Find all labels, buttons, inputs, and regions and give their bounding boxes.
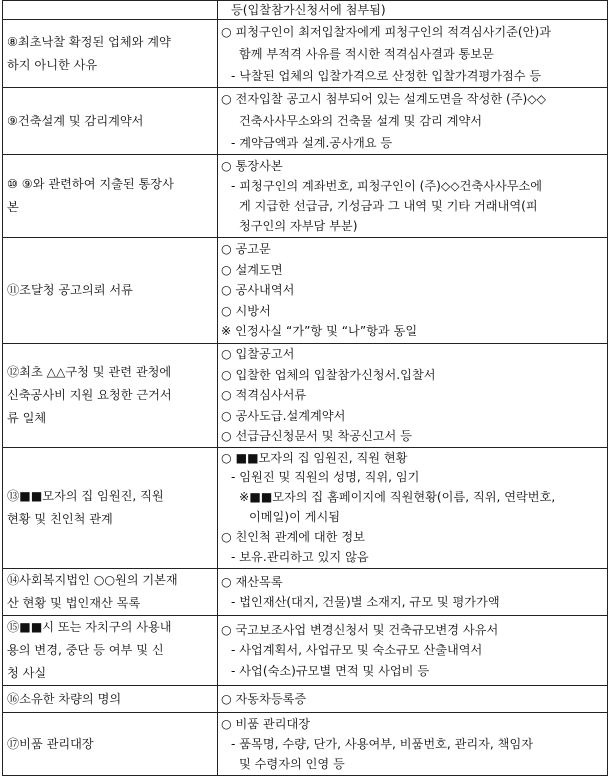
item-label-cell	[3, 448, 218, 569]
item-content-cell	[218, 713, 608, 776]
content-line: ※■■모자의 집 홈페이지에 직원현황(이름, 직위, 연락번호,	[239, 490, 556, 505]
item-content-cell	[218, 238, 608, 344]
label-line: ⑮■■시 또는 자치구의 사용내	[7, 620, 172, 634]
content-line: - 피청구인의 계좌번호, 피청구인이 (주)◇◇건축사사무소에	[231, 179, 543, 193]
content-line: 함께 부적격 사유를 적시한 적격심사결과 통보문	[239, 46, 494, 61]
content-line: ○ 피청구인이 최저입찰자에게 피청구인의 적격심사기준(안)과	[221, 24, 551, 39]
label-line: 본	[7, 200, 19, 214]
content-line: ○ 공사내역서	[221, 283, 295, 298]
table-row	[3, 616, 608, 686]
table-row	[3, 448, 608, 569]
content-line: ○ 입찰공고서	[221, 347, 295, 362]
item-content-cell	[218, 569, 608, 616]
content-line: 및 수령자의 인영 등	[239, 757, 345, 771]
item-content-cell	[218, 20, 608, 88]
label-line: ⑨건축설계 및 감리계약서	[7, 113, 144, 128]
content-line: ○ 입찰한 업체의 입찰참가신청서.입찰서	[221, 367, 436, 382]
item-label-cell	[3, 686, 218, 713]
label-line: 하지 아니한 사유	[7, 57, 98, 72]
content-line: - 품목명, 수량, 단가, 사용여부, 비품번호, 관리자, 책임자	[231, 737, 533, 751]
content-line: ○ 공고문	[221, 242, 271, 257]
content-line: ○ 설계도면	[221, 262, 283, 277]
item-label-cell	[3, 569, 218, 616]
label-line: ⑬■■모자의 집 임원진, 직원	[7, 489, 164, 503]
item-content-cell	[218, 686, 608, 713]
table-row	[3, 20, 608, 88]
content-line: 이메일)이 게시됨	[249, 510, 341, 524]
content-line: - 사업계획서, 사업규모 및 숙소규모 산출내역서	[231, 643, 483, 658]
label-line: ⑫최초 △△구청 및 관련 관청에	[7, 365, 172, 379]
content-line: - 낙찰된 업체의 입찰가격으로 산정한 입찰가격평가점수 등	[231, 68, 542, 83]
label-line: ⑰비품 관리대장	[7, 736, 94, 751]
content-line: - 임원진 및 직원의 성명, 직위, 임기	[231, 470, 420, 485]
label-line: 류 일체	[7, 411, 47, 425]
table-row	[3, 569, 608, 616]
label-line: ⑯소유한 차량의 명의	[7, 691, 122, 706]
content-line: - 계약금액과 설계.공사개요 등	[231, 136, 393, 150]
content-line: - 법인재산(대지, 건물)별 소재지, 규모 및 평가가액	[231, 595, 500, 609]
label-line: 현황 및 친인척 관계	[7, 512, 113, 526]
label-line: 청 사실	[7, 666, 47, 680]
label-line: 용의 변경, 중단 등 여부 및 신	[7, 643, 164, 657]
content-line: ○ 시방서	[221, 303, 271, 318]
content-line: ○ 비품 관리대장	[221, 717, 311, 731]
table-row	[3, 88, 608, 155]
content-line: 건축사사무소와의 건축물 설계 및 감리 계약서	[239, 114, 483, 128]
item-label-cell	[3, 155, 218, 238]
item-label-cell	[3, 616, 218, 686]
content-line: - 보유.관리하고 있지 않음	[231, 549, 369, 564]
content-line: ○ 재산목록	[221, 575, 283, 589]
content-line: 청구인의 자부담 부분)	[239, 219, 358, 233]
content-line: ○ 자동차등록증	[221, 692, 307, 706]
item-content-cell	[218, 448, 608, 569]
item-content-cell	[218, 88, 608, 155]
label-line: 신축공사비 지원 요청한 근거서	[7, 388, 172, 402]
item-label-cell	[3, 713, 218, 776]
item-content-cell	[218, 616, 608, 686]
item-label-cell	[3, 1, 218, 20]
content-line: ○ 국고보조사업 변경신청서 및 건축규모변경 사유서	[221, 622, 499, 637]
table-row	[3, 1, 608, 20]
label-line: ⑪조달청 공고의뢰 서류	[7, 283, 133, 297]
content-line: ○ ■■모자의 집 임원진, 직원 현황	[221, 450, 408, 465]
content-line: ○ 통장사본	[221, 159, 283, 173]
item-label-cell	[3, 88, 218, 155]
content-line: ○ 공사도급.설계계약서	[221, 408, 346, 423]
item-content-cell	[218, 155, 608, 238]
content-line: - 사업(숙소)규모별 면적 및 사업비 등	[231, 663, 430, 678]
item-label-cell	[3, 238, 218, 344]
label-line: ⑧최초낙찰 확정된 업체와 계약	[7, 34, 171, 49]
table-row	[3, 155, 608, 238]
item-label-cell	[3, 344, 218, 448]
label-line: ⑩ ⑨와 관련하여 지출된 통장사	[7, 177, 174, 191]
table-row	[3, 686, 608, 713]
content-line: ○ 선급금신청문서 및 착공신고서 등	[221, 429, 412, 444]
table-row	[3, 238, 608, 344]
content-line: ○ 전자입찰 공고시 첨부되어 있는 설계도면을 작성한 (주)◇◇	[221, 92, 547, 106]
content-line: 게 지급한 선급금, 기성금과 그 내역 및 기타 거래내역(피	[239, 199, 538, 213]
item-label-cell	[3, 20, 218, 88]
label-line: 산 현황 및 법인재산 목록	[7, 596, 141, 610]
content-line: ○ 친인척 관계에 대한 정보	[221, 529, 365, 544]
table-row	[3, 713, 608, 776]
content-line: ※ 인정사실 “가”항 및 “나”항과 동일	[221, 324, 418, 339]
item-content-cell	[218, 344, 608, 448]
table-row	[3, 344, 608, 448]
label-line: ⑭사회복지법인 ○○원의 기본재	[7, 573, 178, 587]
item-content-cell	[218, 1, 608, 20]
content-line: ○ 적격심사서류	[221, 388, 307, 403]
document-table	[2, 0, 608, 776]
content-line: 등(입찰참가신청서에 첨부됨)	[231, 3, 386, 17]
